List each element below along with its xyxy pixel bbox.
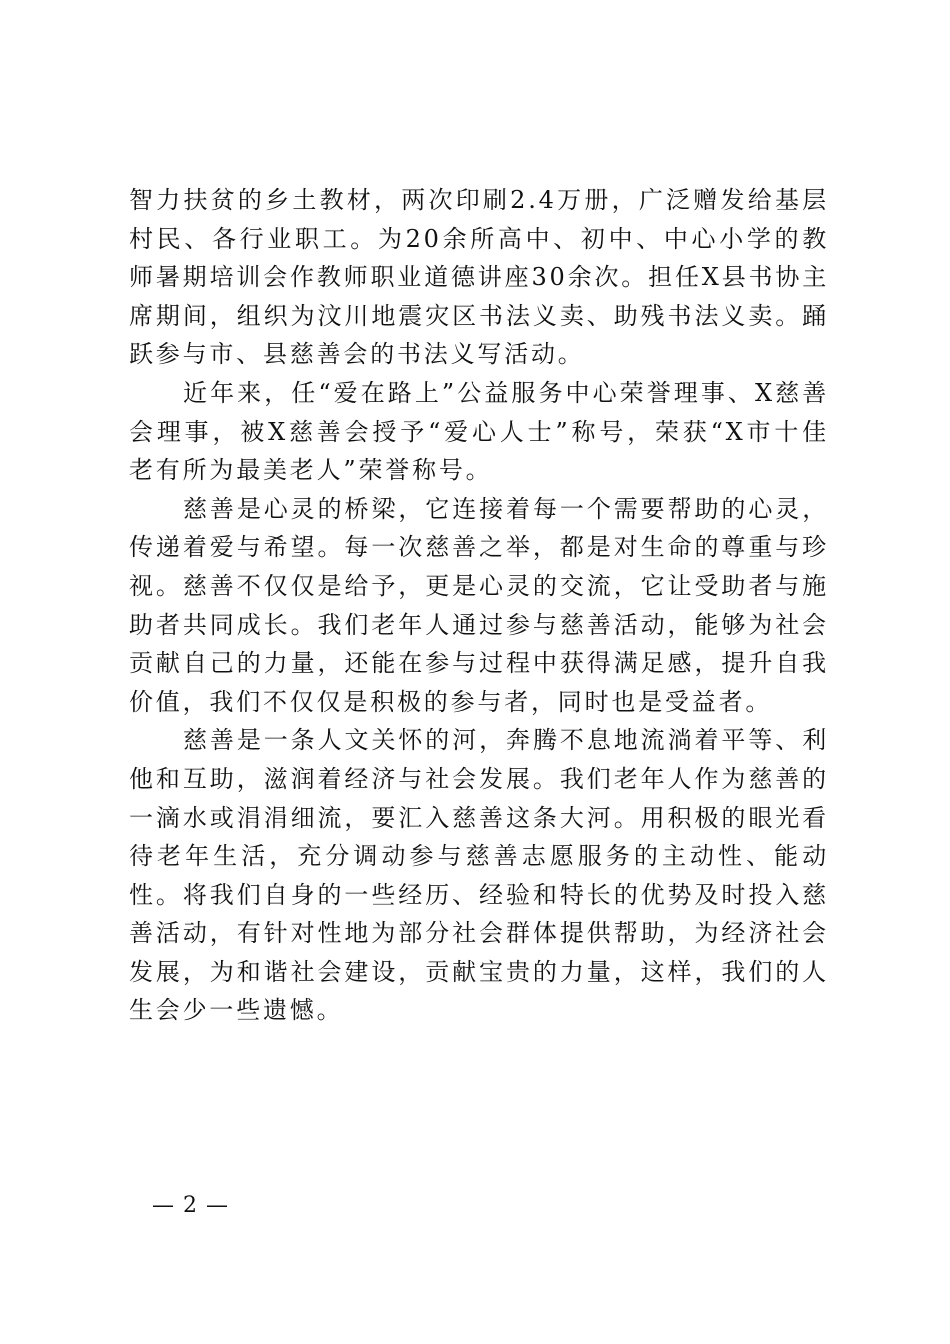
page-number: — 2 — — [152, 1193, 229, 1218]
document-body — [129, 181, 829, 1030]
paragraph-charity-bridge: 慈善是心灵的桥梁，它连接着每一个需要帮助的心灵，传递着爱与希望。每一次慈善之举，都是对生命的尊重与珍视。慈善不仅仅是给予，更是心灵的交流，它让受助者与施助者共同成长。我们老年人通过参与慈善活动，能够为社会贡献自己的力量，还能在参与过程中获得满足感，提升自我价值，我们不仅仅是积极的参与者，同时也是受益者。 — [129, 494, 829, 716]
paragraph-continuation: 智力扶贫的乡土教材，两次印刷2.4万册，广泛赠发给基层村民、各行业职工。为20余所高中、初中、中心小学的教师暑期培训会作教师职业道德讲座30余次。担任X县书协主席期间，组织为汶川地震灾区书法义卖、助残书法义卖。踊跃参与市、县慈善会的书法义写活动。 — [129, 186, 829, 369]
paragraph-honors: 近年来，任“爱在路上”公益服务中心荣誉理事、X慈善会理事，被X慈善会授予“爱心人士”称号，荣获“X市十佳老有所为最美老人”荣誉称号。 — [129, 378, 829, 485]
paragraph-charity-river: 慈善是一条人文关怀的河，奔腾不息地流淌着平等、利他和互助，滋润着经济与社会发展。我们老年人作为慈善的一滴水或涓涓细流，要汇入慈善这条大河。用积极的眼光看待老年生活，充分调动参与慈善志愿服务的主动性、能动性。将我们自身的一些经历、经验和特长的优势及时投入慈善活动，有针对性地为部分社会群体提供帮助，为经济社会发展，为和谐社会建设，贡献宝贵的力量，这样，我们的人生会少一些遗憾。 — [129, 726, 829, 1025]
